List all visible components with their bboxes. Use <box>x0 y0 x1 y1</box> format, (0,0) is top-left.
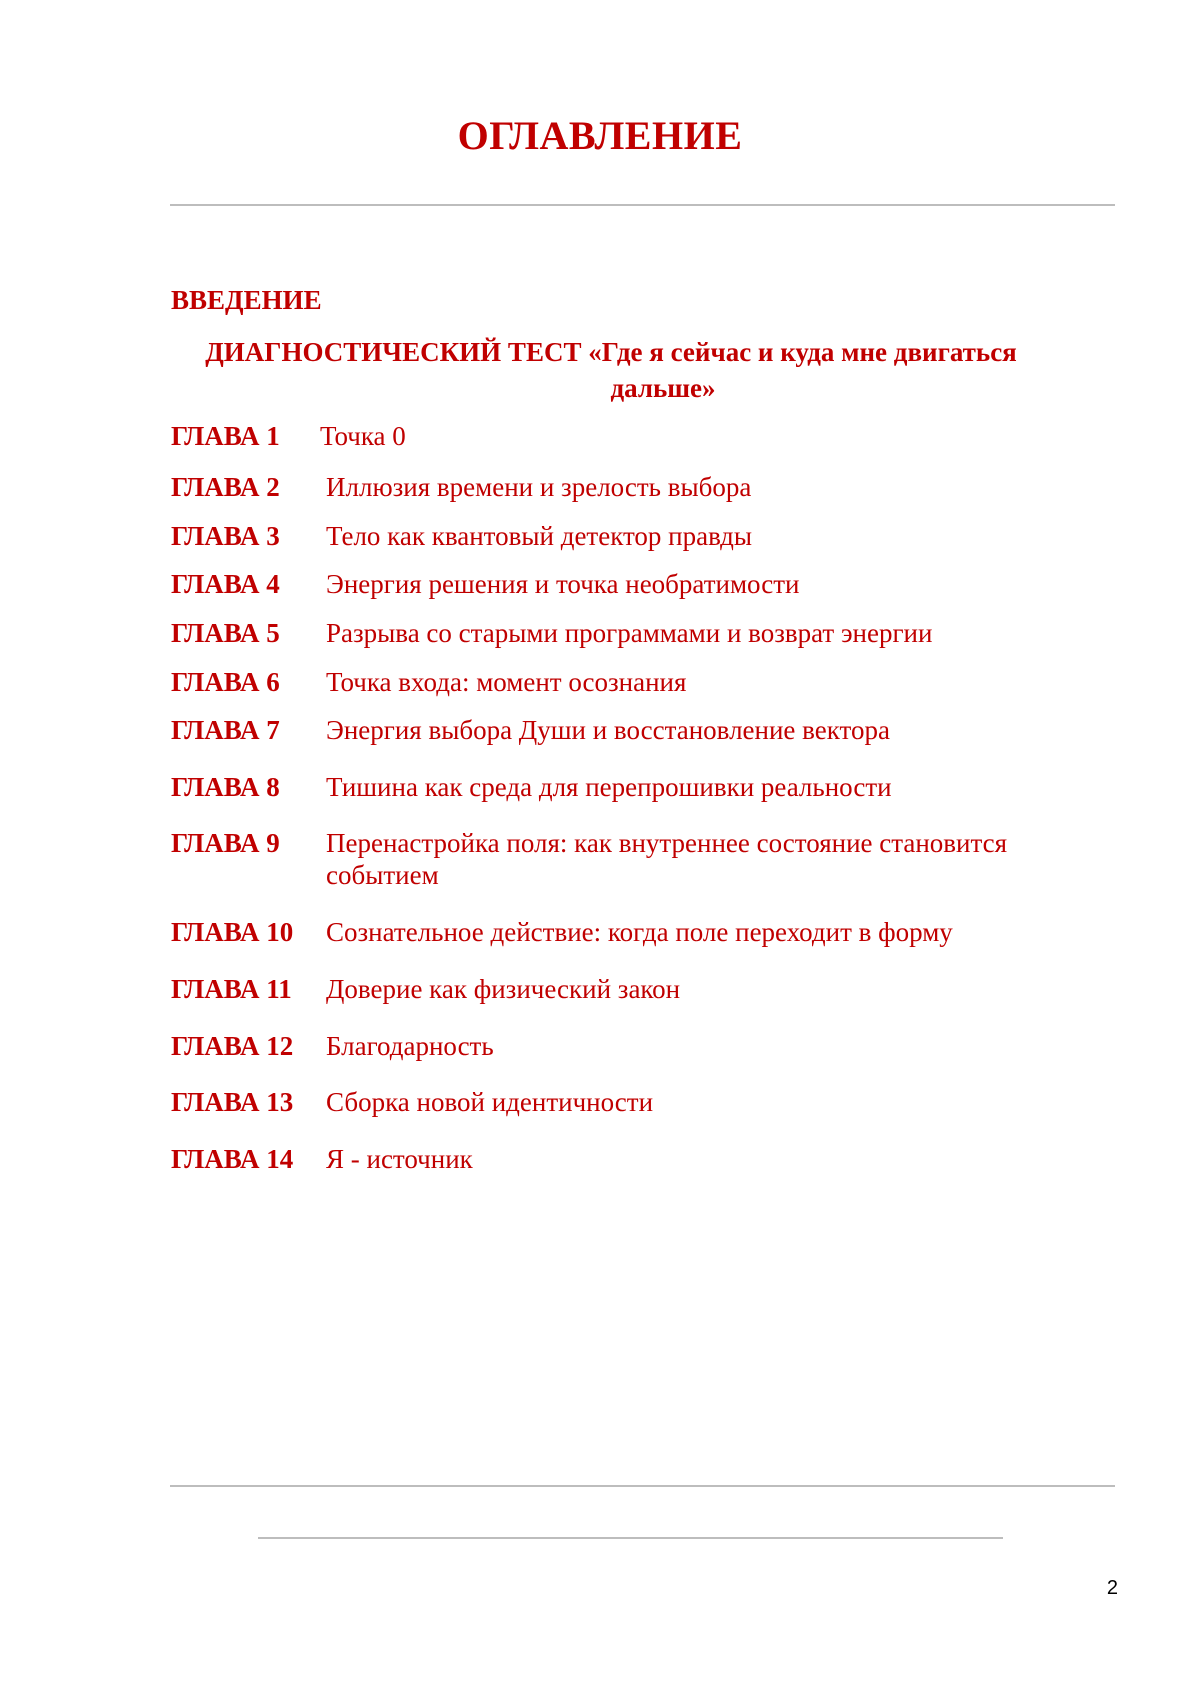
chapter-title: Энергия решения и точка необратимости <box>326 569 800 599</box>
toc-title: ОГЛАВЛЕНИЕ <box>457 113 743 158</box>
chapter-title: Точка входа: момент осознания <box>326 667 687 697</box>
chapter-title: Энергия выбора Души и восстановление вектора <box>326 715 890 745</box>
top-divider <box>170 204 1115 206</box>
toc-test-line-2: дальше» <box>610 373 716 403</box>
chapter-label: ГЛАВА 9 <box>171 828 280 858</box>
chapter-title: Иллюзия времени и зрелость выбора <box>326 472 752 502</box>
chapter-label: ГЛАВА 3 <box>171 521 280 551</box>
chapter-title: Тишина как среда для перепрошивки реальности <box>326 772 892 802</box>
chapter-label: ГЛАВА 13 <box>171 1087 294 1117</box>
chapter-label: ГЛАВА 5 <box>171 618 280 648</box>
toc-test-line-1: ДИАГНОСТИЧЕСКИЙ ТЕСТ «Где я сейчас и куда мне двигаться <box>205 337 1017 367</box>
chapter-label: ГЛАВА 8 <box>171 772 280 802</box>
chapter-title: Я - источник <box>326 1144 473 1174</box>
chapter-title: Благодарность <box>326 1031 494 1061</box>
chapter-label: ГЛАВА 4 <box>171 569 280 599</box>
chapter-label: ГЛАВА 7 <box>171 715 280 745</box>
chapter-label: ГЛАВА 6 <box>171 667 280 697</box>
chapter-label: ГЛАВА 12 <box>171 1031 294 1061</box>
chapter-label: ГЛАВА 1 <box>171 421 280 451</box>
chapter-title: Точка 0 <box>320 421 406 451</box>
chapter-title: Тело как квантовый детектор правды <box>326 521 753 551</box>
chapter-label: ГЛАВА 10 <box>171 917 294 947</box>
toc-intro-entry: ВВЕДЕНИЕ <box>171 285 322 315</box>
chapter-label: ГЛАВА 2 <box>171 472 280 502</box>
chapter-title: Разрыва со старыми программами и возврат энергии <box>326 618 933 648</box>
bottom-divider <box>170 1485 1115 1487</box>
chapter-title: Перенастройка поля: как внутреннее состояние становится событием <box>326 828 1008 890</box>
footer-divider <box>258 1537 1003 1539</box>
chapter-title: Доверие как физический закон <box>326 974 681 1004</box>
toc-diagnostic-test-entry <box>171 334 1051 406</box>
chapter-title: Сборка новой идентичности <box>326 1087 654 1117</box>
chapter-label: ГЛАВА 11 <box>171 974 292 1004</box>
page-number: 2 <box>1106 1577 1118 1599</box>
chapter-title: Сознательное действие: когда поле переходит в форму <box>326 917 953 947</box>
chapter-label: ГЛАВА 14 <box>171 1144 294 1174</box>
